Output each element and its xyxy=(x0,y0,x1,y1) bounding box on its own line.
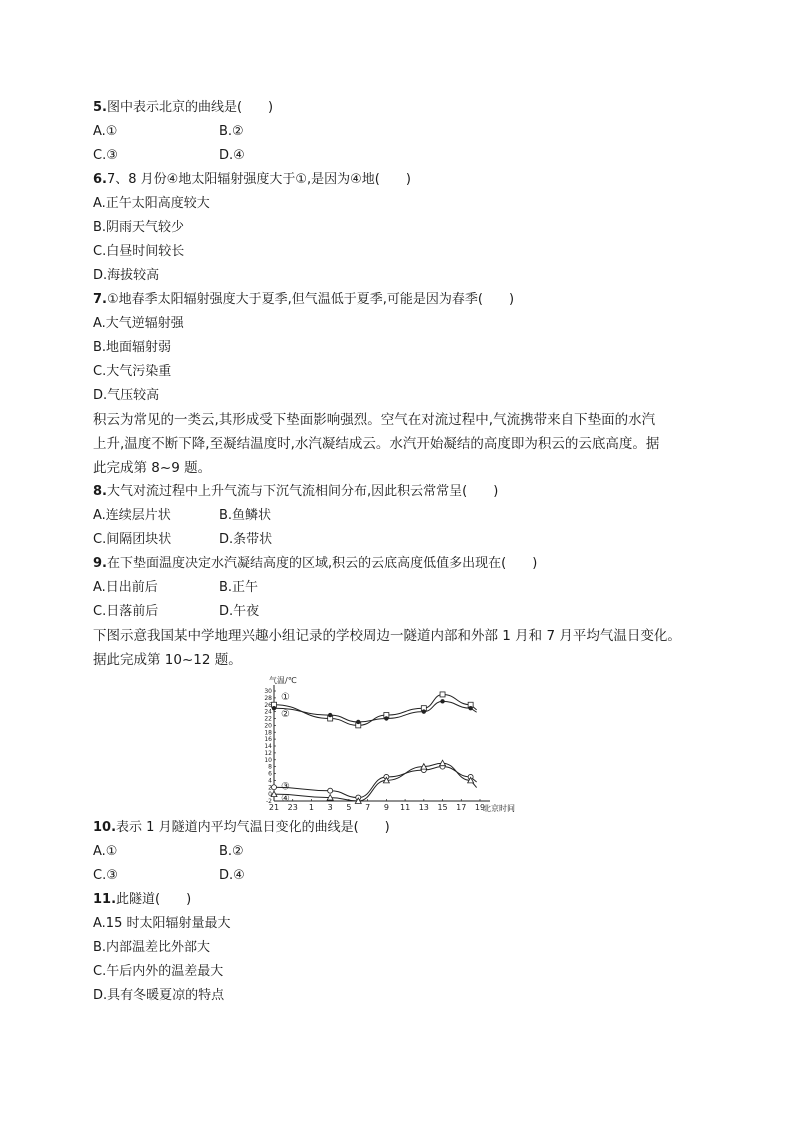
data-point xyxy=(272,706,276,710)
question-stem: 7、8 月份④地太阳辐射强度大于①,是因为④地( ) xyxy=(106,172,411,187)
option-c: C.白昼时间较长 xyxy=(93,244,185,259)
y-tick-label: 10 xyxy=(264,756,272,764)
series-line xyxy=(274,701,477,722)
question-stem: 表示 1 月隧道内平均气温日变化的曲线是( ) xyxy=(116,820,390,835)
question-number: 10. xyxy=(93,820,117,835)
question-stem: 图中表示北京的曲线是( ) xyxy=(106,100,274,115)
x-tick-label: 17 xyxy=(456,803,467,812)
data-point xyxy=(328,788,333,793)
option-a: A.15 时太阳辐射量最大 xyxy=(93,916,231,931)
data-point xyxy=(422,709,426,713)
option-c: C.③ xyxy=(93,868,118,883)
option-d: D.④ xyxy=(219,148,245,163)
option-b: B.内部温差比外部大 xyxy=(93,940,211,955)
option-c: C.③ xyxy=(93,148,118,163)
question-number: 6. xyxy=(93,172,107,187)
series-label: ③ xyxy=(281,781,290,793)
y-tick-label: 16 xyxy=(264,736,272,744)
x-tick-label: 15 xyxy=(437,803,448,812)
option-a: A.① xyxy=(93,124,118,139)
question-stem: 此隧道( ) xyxy=(116,892,192,907)
data-point xyxy=(356,720,360,724)
series-line xyxy=(274,767,477,798)
question-stem: 在下垫面温度决定水汽凝结高度的区域,积云的云底高度低值多出现在( ) xyxy=(106,556,538,571)
option-b: B.鱼鳞状 xyxy=(219,508,272,523)
y-tick-label: -2 xyxy=(266,798,272,805)
question-10 xyxy=(93,819,390,837)
x-tick-label: 3 xyxy=(327,803,333,812)
data-point xyxy=(440,699,444,703)
x-tick-label: 1 xyxy=(308,803,315,812)
y-tick-label: 28 xyxy=(264,694,272,702)
data-point xyxy=(328,713,332,717)
question-6 xyxy=(93,171,411,189)
x-tick-label: 7 xyxy=(365,803,371,812)
x-tick-label: 5 xyxy=(346,803,352,812)
passage-line: 上升,温度不断下降,至凝结温度时,水汽凝结成云。水汽开始凝结的高度即为积云的云底高度。据 xyxy=(93,436,660,452)
option-c: C.大气污染重 xyxy=(93,364,172,379)
y-tick-label: 4 xyxy=(268,777,272,785)
y-tick-label: 30 xyxy=(264,688,272,695)
y-tick-label: 22 xyxy=(264,715,272,723)
data-point xyxy=(384,716,388,720)
temperature-chart xyxy=(258,674,538,816)
option-c: C.间隔团块状 xyxy=(93,532,172,547)
x-axis-label: 北京时间 xyxy=(483,804,515,813)
option-a: A.日出前后 xyxy=(93,580,158,595)
question-number: 8. xyxy=(93,484,107,499)
y-tick-label: 0 xyxy=(268,791,272,799)
x-tick-label: 13 xyxy=(418,803,429,812)
option-b: B.正午 xyxy=(219,580,259,595)
data-point xyxy=(440,692,445,697)
question-number: 7. xyxy=(93,292,107,307)
question-7 xyxy=(93,291,514,309)
y-tick-label: 18 xyxy=(264,729,272,737)
option-a: A.① xyxy=(93,844,118,859)
series-label: ② xyxy=(281,709,290,720)
option-a: A.正午太阳高度较大 xyxy=(93,196,210,211)
option-d: D.条带状 xyxy=(219,532,273,547)
question-number: 11. xyxy=(93,892,117,907)
x-tick-label: 11 xyxy=(399,803,411,812)
passage-line: 积云为常见的一类云,其形成受下垫面影响强烈。空气在对流过程中,气流携带来自下垫面的水汽 xyxy=(93,412,656,428)
question-number: 9. xyxy=(93,556,107,571)
option-c: C.日落前后 xyxy=(93,604,159,619)
y-tick-label: 24 xyxy=(264,708,272,716)
option-d: D.海拔较高 xyxy=(93,268,160,283)
question-stem: 大气对流过程中上升气流与下沉气流相间分布,因此积云常常呈( ) xyxy=(106,484,499,499)
passage-line: 下图示意我国某中学地理兴趣小组记录的学校周边一隧道内部和外部 1 月和 7 月平均气温日变化。 xyxy=(93,628,681,644)
series-line xyxy=(274,694,477,725)
option-b: B.② xyxy=(219,844,244,859)
x-tick-label: 21 xyxy=(268,803,280,812)
option-c: C.午后内外的温差最大 xyxy=(93,964,224,979)
series-label: ① xyxy=(281,692,290,703)
option-d: D.具有冬暖夏凉的特点 xyxy=(93,988,225,1003)
y-tick-label: 8 xyxy=(268,763,272,771)
y-tick-label: 14 xyxy=(264,743,272,750)
data-point xyxy=(272,785,277,790)
passage-line: 此完成第 8~9 题。 xyxy=(93,460,212,476)
y-tick-label: 26 xyxy=(264,701,272,709)
data-point xyxy=(468,706,472,710)
question-8 xyxy=(93,483,498,501)
series-label: ④ xyxy=(281,793,290,805)
option-b: B.阴雨天气较少 xyxy=(93,220,185,235)
option-d: D.④ xyxy=(219,868,245,883)
passage-line: 据此完成第 10~12 题。 xyxy=(93,652,242,668)
option-a: A.大气逆辐射强 xyxy=(93,316,184,331)
x-tick-label: 9 xyxy=(383,803,389,812)
option-d: D.午夜 xyxy=(219,604,260,619)
option-a: A.连续层片状 xyxy=(93,508,171,523)
question-9 xyxy=(93,555,537,573)
x-tick-label: 19 xyxy=(474,803,486,812)
y-tick-label: 2 xyxy=(268,784,272,792)
option-d: D.气压较高 xyxy=(93,388,160,403)
y-tick-label: 20 xyxy=(264,722,272,730)
option-b: B.② xyxy=(219,124,244,139)
y-axis-label: 气温/℃ xyxy=(269,676,297,685)
question-number: 5. xyxy=(93,100,107,115)
y-tick-label: 6 xyxy=(268,770,272,778)
question-stem: ①地春季太阳辐射强度大于夏季,但气温低于夏季,可能是因为春季( ) xyxy=(106,292,515,307)
question-11 xyxy=(93,891,191,909)
y-tick-label: 12 xyxy=(264,749,272,757)
series-line xyxy=(274,763,477,801)
option-b: B.地面辐射弱 xyxy=(93,340,172,355)
x-tick-label: 23 xyxy=(287,803,298,812)
question-5 xyxy=(93,99,273,117)
